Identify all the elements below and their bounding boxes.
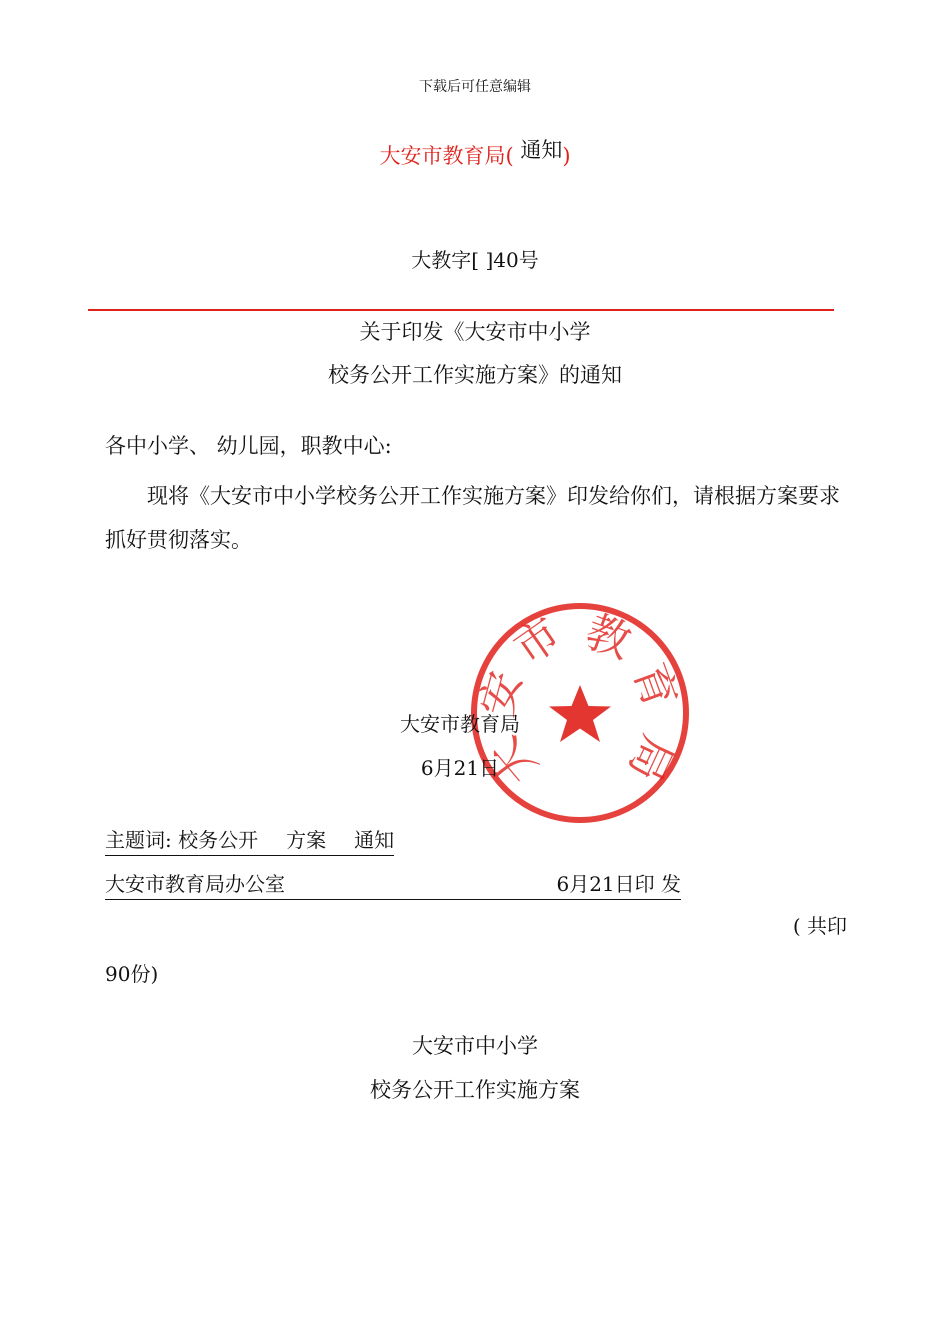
svg-text:教: 教 [578, 606, 638, 670]
keywords-label: 主题词: [105, 828, 172, 852]
title-middle: 通知 [520, 138, 563, 162]
svg-text:育: 育 [622, 656, 686, 716]
keyword-1: 校务公开 [178, 828, 259, 852]
issuer-date: 6月21日印 发 [556, 872, 681, 896]
svg-text:安: 安 [471, 666, 532, 722]
header-note: 下载后可任意编辑 [419, 79, 531, 95]
signature-date: 6月21日 [420, 756, 500, 780]
notice-title-line2: 校务公开工作实施方案》的通知 [328, 363, 622, 387]
copies-count-line1: ( 共印 [792, 914, 847, 938]
copies-count-line2: 90份) [105, 962, 159, 986]
notice-title-line1: 关于印发《大安市中小学 [359, 320, 591, 344]
red-divider [88, 309, 834, 311]
issuer-office: 大安市教育局办公室 [105, 872, 285, 896]
body-paragraph: 现将《大安市中小学校务公开工作实施方案》印发给你们，请根据方案要求抓好贯彻落实。 [105, 484, 840, 552]
signature-org: 大安市教育局 [400, 712, 520, 736]
document-title [0, 140, 950, 170]
keywords-row [105, 824, 394, 856]
title-suffix: ) [562, 144, 571, 168]
title-prefix: 大安市教育局( [379, 144, 514, 168]
document-number: 大教字[ ]40号 [411, 248, 539, 272]
svg-text:局: 局 [618, 727, 683, 789]
keyword-3: 通知 [354, 828, 395, 852]
plan-title-line1: 大安市中小学 [412, 1034, 538, 1058]
keyword-2: 方案 [286, 828, 327, 852]
addressee: 各中小学、 幼儿园，职教中心: [105, 434, 392, 458]
svg-text:市: 市 [505, 608, 571, 676]
svg-text:大: 大 [479, 727, 548, 794]
issuer-row [105, 868, 681, 900]
plan-title-line2: 校务公开工作实施方案 [370, 1078, 580, 1102]
